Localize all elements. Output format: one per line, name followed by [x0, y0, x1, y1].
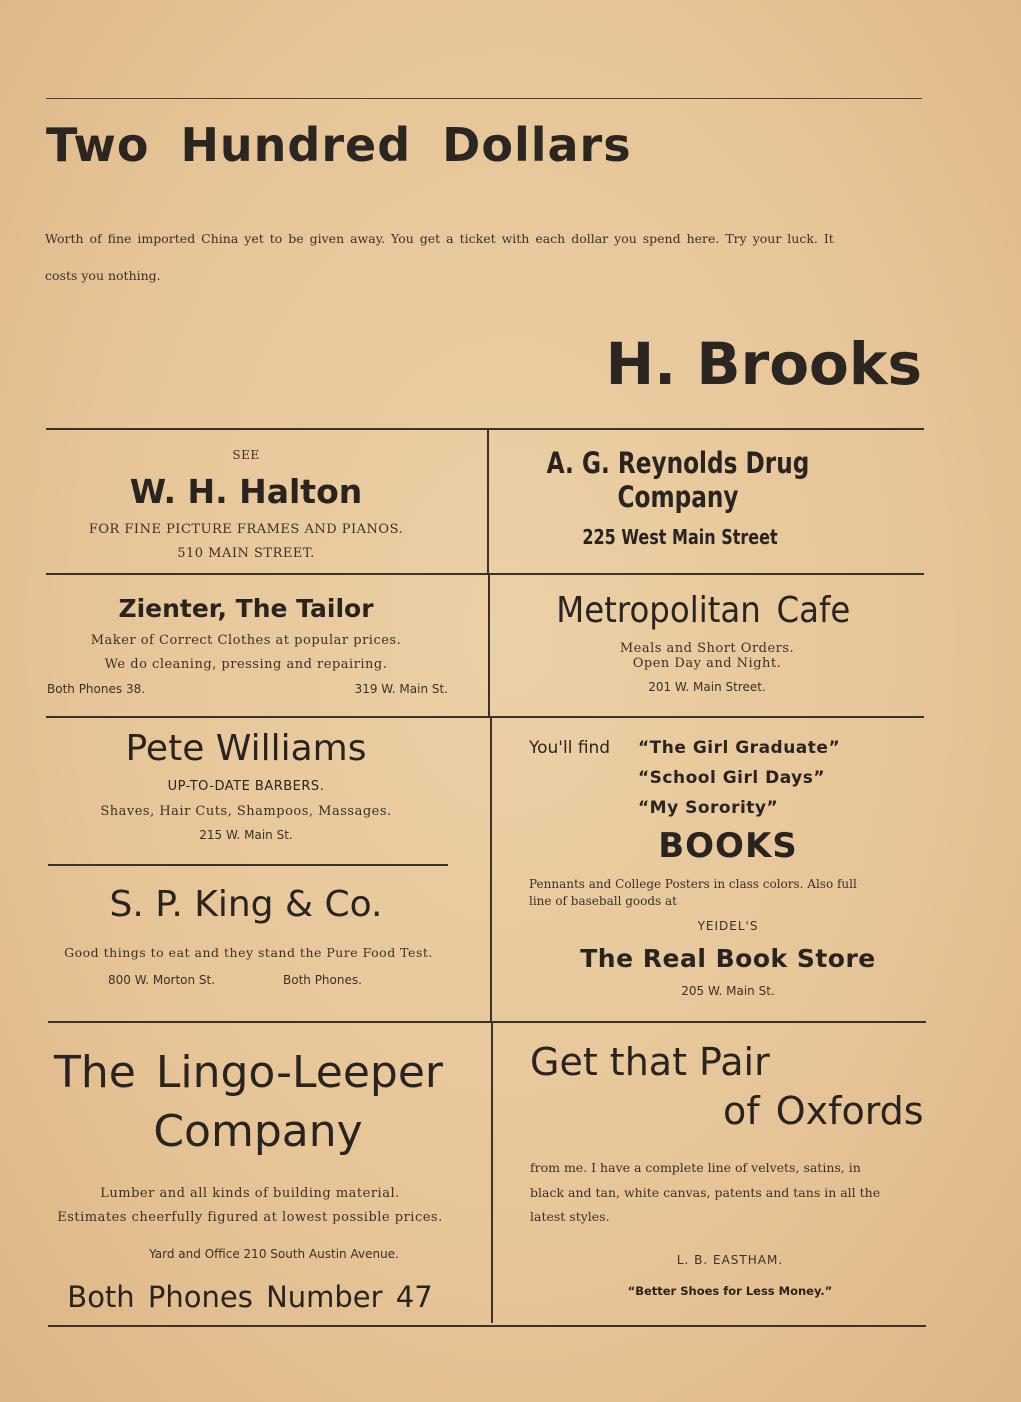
williams-address: 215 W. Main St. [199, 828, 293, 842]
lingo-phones: Both Phones Number 47 [67, 1280, 433, 1314]
grid-vrule-4 [491, 1023, 493, 1323]
metropolitan-name: Metropolitan Cafe [556, 590, 851, 631]
grid-vrule-3 [490, 718, 492, 1021]
williams-sub: UP-TO-DATE BARBERS. [167, 779, 325, 794]
eastham-head-line-1: Get that Pair [530, 1040, 770, 1084]
yeidel-owner: YEIDEL'S [697, 919, 759, 933]
reynolds-name: A. G. Reynolds Drug Company [546, 446, 810, 514]
yeidel-line-2: line of baseball goods at [529, 894, 677, 908]
yeidel-title-1: “The Girl Graduate” [638, 738, 841, 758]
signature-h-brooks: H. Brooks [605, 330, 922, 398]
yeidel-line-1: Pennants and College Posters in class colors. Also full [529, 877, 857, 891]
yeidel-store: The Real Book Store [580, 944, 876, 973]
williams-services: Shaves, Hair Cuts, Shampoos, Massages. [100, 804, 392, 819]
grid-rule-1 [46, 428, 924, 430]
yeidel-address: 205 W. Main St. [681, 984, 775, 998]
top-rule [46, 98, 922, 99]
yeidel-intro: You'll find [529, 738, 611, 758]
eastham-line-2: black and tan, white canvas, patents and tans in all the [530, 1185, 881, 1200]
lingo-line-1: Lumber and all kinds of building material. [100, 1186, 400, 1201]
metropolitan-address: 201 W. Main Street. [648, 680, 766, 694]
intro-line-1: Worth of fine imported China yet to be given away. You get a ticket with each dollar you spend here. Try your luck. It [45, 231, 834, 246]
reynolds-address: 225 West Main Street [582, 525, 778, 549]
zienter-line-2: We do cleaning, pressing and repairing. [104, 657, 388, 672]
lingo-line-2: Estimates cheerfully figured at lowest possible prices. [57, 1210, 443, 1225]
lingo-name-line-2: Company [153, 1106, 363, 1157]
grid-vrule-1 [487, 430, 489, 573]
lingo-yard: Yard and Office 210 South Austin Avenue. [149, 1247, 399, 1261]
eastham-slogan: “Better Shoes for Less Money.” [627, 1284, 833, 1298]
grid-rule-left-mid [48, 864, 448, 866]
king-address: 800 W. Morton St. [108, 973, 216, 987]
grid-rule-4 [48, 1021, 926, 1023]
eastham-line-1: from me. I have a complete line of velvets, satins, in [530, 1160, 861, 1175]
eastham-head-line-2: of Oxfords [723, 1089, 924, 1133]
zienter-phones: Both Phones 38. [47, 682, 146, 696]
halton-see: SEE [232, 448, 260, 462]
eastham-name: L. B. EASTHAM. [676, 1253, 784, 1267]
headline: Two Hundred Dollars [46, 118, 632, 172]
metropolitan-line-2: Open Day and Night. [632, 656, 782, 671]
halton-address: 510 MAIN STREET. [177, 546, 315, 561]
yeidel-books: BOOKS [658, 826, 798, 866]
lingo-name-line-1: The Lingo-Leeper [54, 1047, 443, 1098]
intro-line-2: costs you nothing. [45, 268, 161, 283]
zienter-name: Zienter, The Tailor [118, 594, 374, 623]
grid-rule-bottom [48, 1325, 926, 1327]
halton-desc: FOR FINE PICTURE FRAMES AND PIANOS. [88, 522, 404, 537]
yeidel-title-2: “School Girl Days” [638, 768, 826, 788]
grid-rule-2 [46, 573, 924, 575]
zienter-line-1: Maker of Correct Clothes at popular prices. [90, 633, 402, 648]
metropolitan-line-1: Meals and Short Orders. [619, 641, 795, 656]
yeidel-title-3: “My Sorority” [638, 798, 779, 818]
halton-name: W. H. Halton [129, 472, 363, 511]
eastham-line-3: latest styles. [530, 1209, 610, 1224]
williams-name: Pete Williams [125, 728, 367, 769]
zienter-address: 319 W. Main St. [354, 682, 448, 696]
king-phones: Both Phones. [283, 973, 362, 987]
grid-rule-3 [46, 716, 924, 718]
king-tagline: Good things to eat and they stand the Pure Food Test. [64, 945, 433, 960]
king-name: S. P. King & Co. [109, 884, 383, 925]
